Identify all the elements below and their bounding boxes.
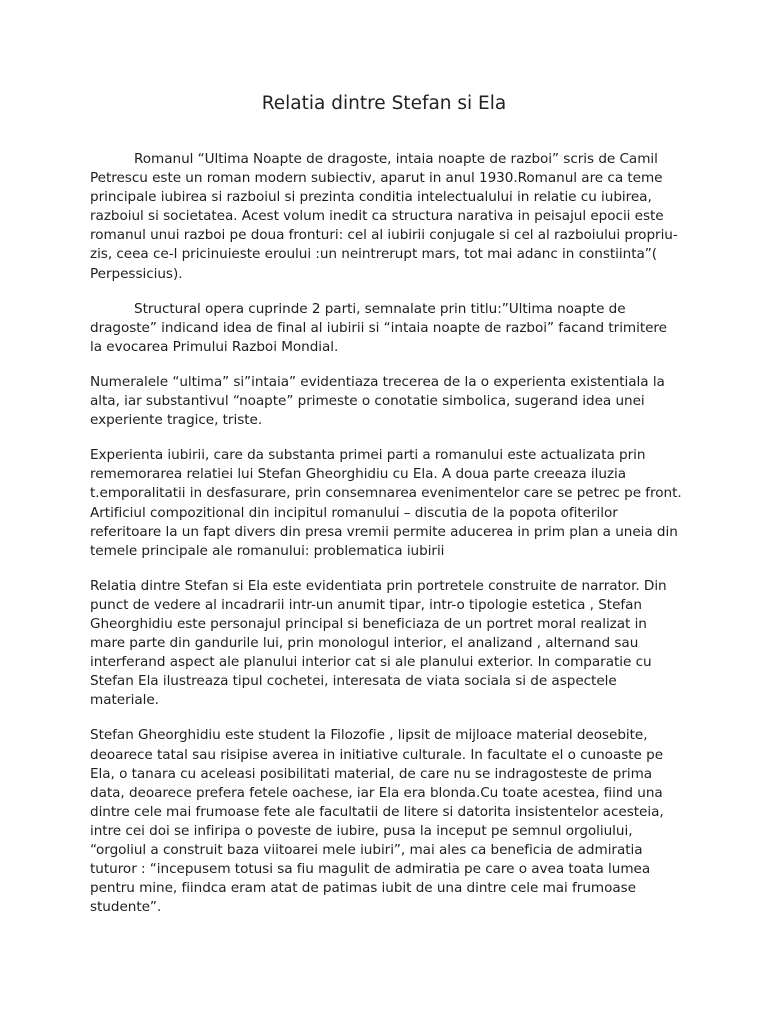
document-title: Relatia dintre Stefan si Ela <box>261 93 507 114</box>
paragraph-intro: Romanul “Ultima Noapte de dragoste, intaia noapte de razboi” scris de Camil Petrescu este un roman modern subiectiv, aparut in anul 1930.Romanul are ca teme principale iubirea si razboiul si prezinta conditia intelectualului in relatie cu iubirea, razboiul si societatea. Acest volum inedit ca structura narativa in peisajul epocii este romanul unui razboi pe doua fronturi: cel al iubirii conjugale si cel al razboiului propriu-zis, ceea ce-l pricinuieste eroului :un neintrerupt mars, tot mai adanc in constiinta”( Perpessicius). <box>90 151 678 282</box>
document-body <box>90 150 682 933</box>
paragraph-love-experience: Experienta iubirii, care da substanta primei parti a romanului este actualizata prin rememorarea relatiei lui Stefan Gheorghidiu cu Ela. A doua parte creeaza iluzia t.emporalitatii in desfasurare, prin consemnarea evenimentelor care se petrec pe front. Artificiul compozitional din incipitul romanului – discutia de la popota ofiterilor referitoare la un fapt divers din presa vremii permite aducerea in prim plan a uneia din temele principale ale romanului: problematica iubirii <box>90 447 682 559</box>
paragraph-relationship: Relatia dintre Stefan si Ela este evidentiata prin portretele construite de narrator. Din punct de vedere al incadrarii intr-un anumit tipar, intr-o tipologie estetica , Stefan Gheorghidiu este personajul principal si beneficiaza de un portret moral realizat in mare parte din gandurile lui, prin monologul interior, el analizand , alternand sau interferand aspect ale planului interior cat si ale planului exterior. In comparatie cu Stefan Ela ilustreaza tipul cochetei, interesata de viata sociala si de aspectele materiale. <box>90 577 667 709</box>
paragraph-stefan-student: Stefan Gheorghidiu este student la Filozofie , lipsit de mijloace material deosebite, deoarece tatal sau risipise averea in initiative culturale. In facultate el o cunoaste pe Ela, o tanara cu aceleasi posibilitati material, de care nu se indragosteste de prima data, deoarece prefera fetele oachese, iar Ela era blonda.Cu toate acestea, fiind una dintre cele mai frumoase fete ale facultatii de litere si datorita insistentelor acesteia, intre cei doi se infiripa o poveste de iubire, pusa la inceput pe semnul orgoliului, “orgoliul a construit baza viitoarei mele iubiri”, mai ales ca beneficia de admiratia tuturor : “incepusem totusi sa fiu magulit de admiratia pe care o avea toata lumea pentru mine, fiindca eram atat de patimas iubit de una dintre cele mai frumoase studente”. <box>90 727 664 916</box>
paragraph-structure: Structural opera cuprinde 2 parti, semnalate prin titlu:”Ultima noapte de dragoste” indicand idea de final al iubirii si “intaia noapte de razboi” facand trimitere la evocarea Primului Razboi Mondial. <box>90 300 667 355</box>
paragraph-numerals: Numeralele “ultima” si”intaia” evidentiaza trecerea de la o experienta existentiala la alta, iar substantivul “noapte” primeste o conotatie simbolica, sugerand idea unei experiente tragice, triste. <box>90 373 665 429</box>
